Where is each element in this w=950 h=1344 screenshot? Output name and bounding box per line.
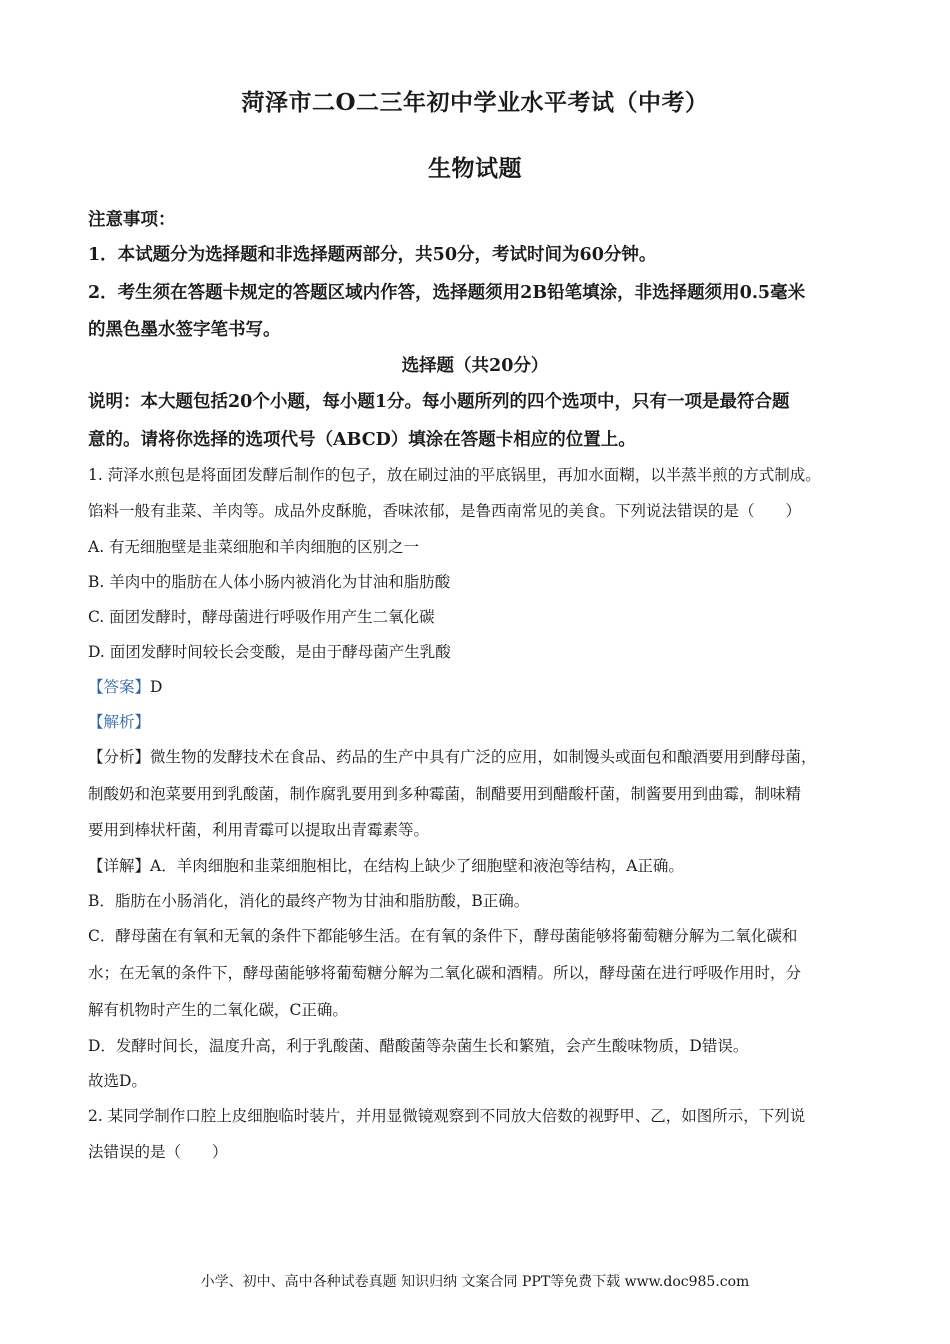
notice-heading: 注意事项： [88, 210, 176, 230]
answer-tag: 【答案】 [88, 678, 151, 696]
question-1-option-a: A. 有无细胞壁是韭菜细胞和羊肉细胞的区别之一 [88, 538, 420, 556]
fenxi-line-3: 要用到棒状杆菌，利用青霉可以提取出青霉素等。 [88, 821, 430, 839]
fenxi-line-2: 制酸奶和泡菜要用到乳酸菌，制作腐乳要用到多种霉菌，制醋要用到醋酸杆菌，制酱要用到曲霉，制味精 [88, 785, 802, 803]
xiangjie-text-a: A．羊肉细胞和韭菜细胞相比，在结构上缺少了细胞壁和液泡等结构，A正确。 [150, 857, 684, 875]
xiangjie-line-c1: C．酵母菌在有氧和无氧的条件下都能够生活。在有氧的条件下，酵母菌能够将葡萄糖分解为二氧化碳和 [88, 927, 798, 945]
notice-item-2-line-2: 的黑色墨水签字笔书写。 [88, 320, 281, 340]
question-1-stem-line-1: 1. 菏泽水煎包是将面团发酵后制作的包子，放在刷过油的平底锅里，再加水面糊，以半蒸半煎的方式制成。 [88, 466, 821, 484]
section-heading: 选择题（共20分） [401, 356, 549, 376]
question-1-option-b: B. 羊肉中的脂肪在人体小肠内被消化为甘油和脂肪酸 [88, 573, 451, 591]
xiangjie-line-c3: 解有机物时产生的二氧化碳，C正确。 [88, 1001, 348, 1019]
analysis-tag: 【解析】 [88, 713, 151, 731]
section-description-line-1: 说明：本大题包括20个小题，每小题1分。每小题所列的四个选项中，只有一项是最符合题 [88, 392, 790, 412]
question-1-stem-line-2: 馅料一般有韭菜、羊肉等。成品外皮酥脆，香味浓郁，是鲁西南常见的美食。下列说法错误的是（ ） [88, 502, 802, 520]
fenxi-tag: 【分析】 [88, 748, 151, 766]
question-2-stem-line-1: 2. 某同学制作口腔上皮细胞临时装片，并用显微镜观察到不同放大倍数的视野甲、乙，如图所示，下列说 [88, 1107, 806, 1125]
question-2-stem-line-2: 法错误的是（ ） [88, 1143, 228, 1161]
page-footer: 小学、初中、高中各种试卷真题 知识归纳 文案合同 PPT等免费下载 www.doc985.com [200, 1274, 750, 1290]
xiangjie-line-b: B．脂肪在小肠消化，消化的最终产物为甘油和脂肪酸，B正确。 [88, 892, 530, 910]
notice-item-2-line-1: 2．考生须在答题卡规定的答题区域内作答，选择题须用2B铅笔填涂，非选择题须用0.5毫米 [88, 283, 806, 303]
exam-title: 菏泽市二O二三年初中学业水平考试（中考） [241, 89, 709, 116]
answer-line [88, 675, 162, 697]
question-1-option-c: C. 面团发酵时，酵母菌进行呼吸作用产生二氧化碳 [88, 608, 435, 626]
fenxi-text-1: 微生物的发酵技术在食品、药品的生产中具有广泛的应用，如制馒头或面包和酿酒要用到酵母菌， [150, 748, 817, 766]
answer-value: D [150, 678, 163, 696]
xiangjie-line-a [88, 854, 684, 876]
xiangjie-line-c2: 水；在无氧的条件下，酵母菌能够将葡萄糖分解为二氧化碳和酒精。所以，酵母菌在进行呼吸作用时，分 [88, 964, 802, 982]
notice-item-1: 1．本试题分为选择题和非选择题两部分，共50分，考试时间为60分钟。 [88, 245, 657, 265]
section-description-line-2: 意的。请将你选择的选项代号（ABCD）填涂在答题卡相应的位置上。 [88, 430, 636, 450]
xiangjie-tag: 【详解】 [88, 857, 151, 875]
fenxi-line-1 [88, 745, 817, 767]
question-1-option-d: D. 面团发酵时间较长会变酸，是由于酵母菌产生乳酸 [88, 643, 451, 661]
conclusion: 故选D。 [88, 1072, 147, 1090]
xiangjie-line-d: D．发酵时间长，温度升高，利于乳酸菌、醋酸菌等杂菌生长和繁殖，会产生酸味物质，D错误。 [88, 1037, 749, 1055]
subject-title: 生物试题 [428, 155, 522, 182]
